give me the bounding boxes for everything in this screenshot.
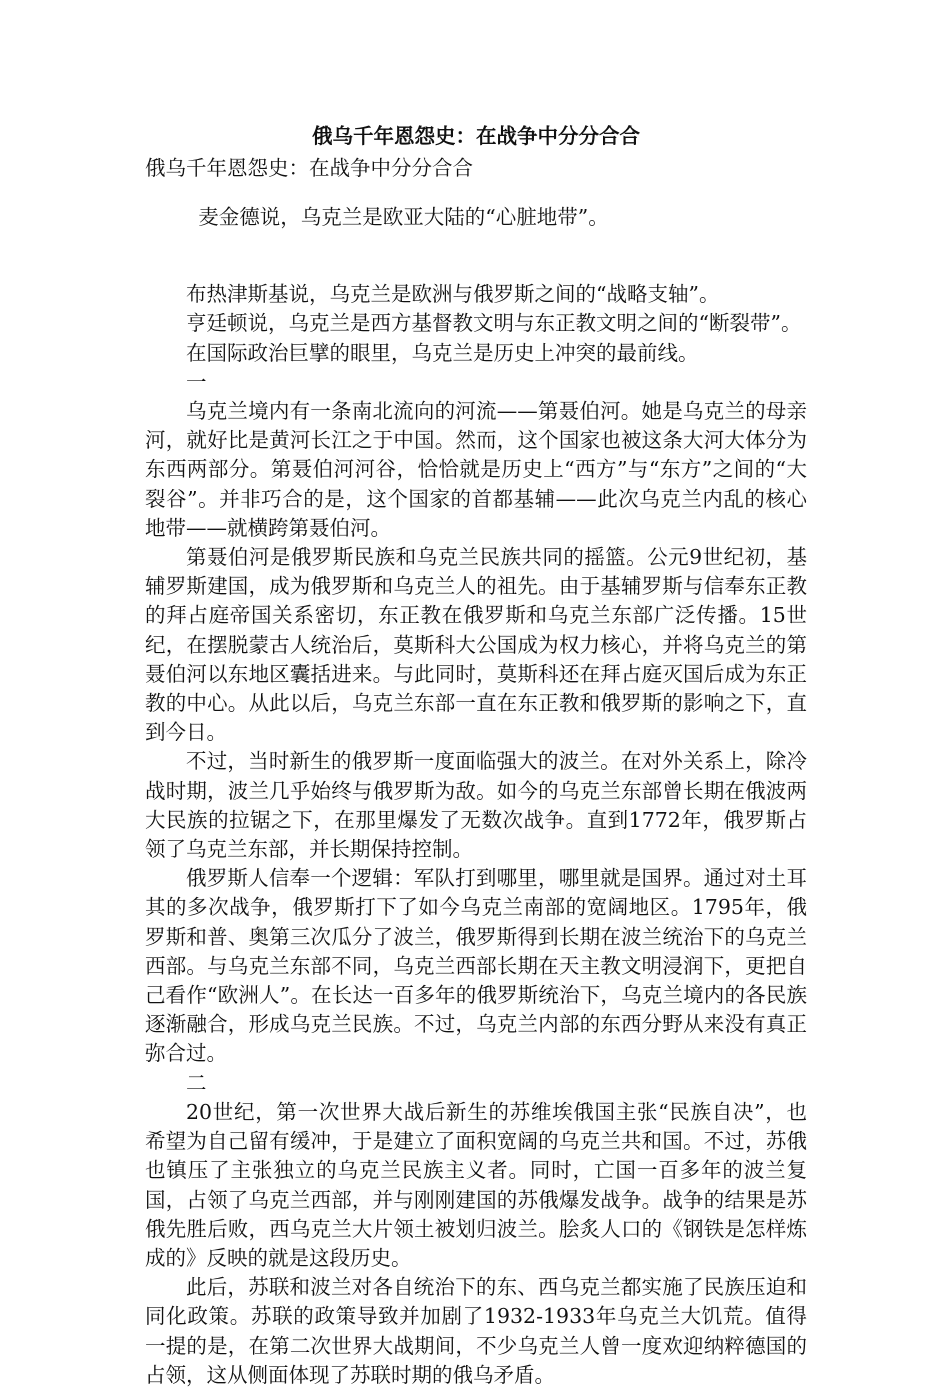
section-number: 一 <box>186 369 207 394</box>
document-title: 俄乌千年恩怨史：在战争中分分合合 <box>312 124 640 148</box>
document-subtitle: 俄乌千年恩怨史：在战争中分分合合 <box>145 156 473 180</box>
paragraph: 布热津斯基说，乌克兰是欧洲与俄罗斯之间的“战略支轴”。 <box>186 282 720 307</box>
document-body <box>145 118 807 1390</box>
paragraph: 不过，当时新生的俄罗斯一度面临强大的波兰。在对外关系上，除冷战时期，波兰几乎始终与俄罗斯为敌。如今的乌克兰东部曾长期在俄波两大民族的拉锯之下，在那里爆发了无数次战争。直到1772年，俄罗斯占领了乌克兰东部，并长期保持控制。 <box>145 749 807 862</box>
paragraph: 俄罗斯人信奉一个逻辑：军队打到哪里，哪里就是国界。通过对土耳其的多次战争，俄罗斯打下了如今乌克兰南部的宽阔地区。1795年，俄罗斯和普、奥第三次瓜分了波兰，俄罗斯得到长期在波兰统治下的乌克兰西部。与乌克兰东部不同，乌克兰西部长期在天主教文明浸润下，更把自己看作“欧洲人”。在长达一百多年的俄罗斯统治下，乌克兰境内的各民族逐渐融合，形成乌克兰民族。不过，乌克兰内部的东西分野从来没有真正弥合过。 <box>145 866 807 1066</box>
paragraph: 在国际政治巨擘的眼里，乌克兰是历史上冲突的最前线。 <box>186 340 699 365</box>
lead-paragraph: 麦金德说，乌克兰是欧亚大陆的“心脏地带”。 <box>198 205 609 229</box>
paragraph: 20世纪，第一次世界大战后新生的苏维埃俄国主张“民族自决”，也希望为自己留有缓冲，于是建立了面积宽阔的乌克兰共和国。不过，苏俄也镇压了主张独立的乌克兰民族主义者。同时，亡国一百多年的波兰复国，占领了乌克兰西部，并与刚刚建国的苏俄爆发战争。战争的结果是苏俄先胜后败，西乌克兰大片领土被划归波兰。脍炙人口的《钢铁是怎样炼成的》反映的就是这段历史。 <box>145 1099 807 1270</box>
paragraph: 第聂伯河是俄罗斯民族和乌克兰民族共同的摇篮。公元9世纪初，基辅罗斯建国，成为俄罗斯和乌克兰人的祖先。由于基辅罗斯与信奉东正教的拜占庭帝国关系密切，东正教在俄罗斯和乌克兰东部广泛传播。15世纪，在摆脱蒙古人统治后，莫斯科大公国成为权力核心，并将乌克兰的第聂伯河以东地区囊括进来。与此同时，莫斯科还在拜占庭灭国后成为东正教的中心。从此以后，乌克兰东部一直在东正教和俄罗斯的影响之下，直到今日。 <box>145 545 807 745</box>
paragraph: 此后，苏联和波兰对各自统治下的东、西乌克兰都实施了民族压迫和同化政策。苏联的政策导致并加剧了1932-1933年乌克兰大饥荒。值得一提的是，在第二次世界大战期间，不少乌克兰人曾一度欢迎纳粹德国的占领，这从侧面体现了苏联时期的俄乌矛盾。 <box>145 1275 807 1387</box>
paragraph: 亨廷顿说，乌克兰是西方基督教文明与东正教文明之间的“断裂带”。 <box>186 311 802 336</box>
section-number: 二 <box>186 1070 207 1095</box>
paragraph: 乌克兰境内有一条南北流向的河流——第聂伯河。她是乌克兰的母亲河，就好比是黄河长江之于中国。然而，这个国家也被这条大河大体分为东西两部分。第聂伯河河谷，恰恰就是历史上“西方”与“东方”之间的“大裂谷”。并非巧合的是，这个国家的首都基辅——此次乌克兰内乱的核心地带——就横跨第聂伯河。 <box>145 399 807 540</box>
